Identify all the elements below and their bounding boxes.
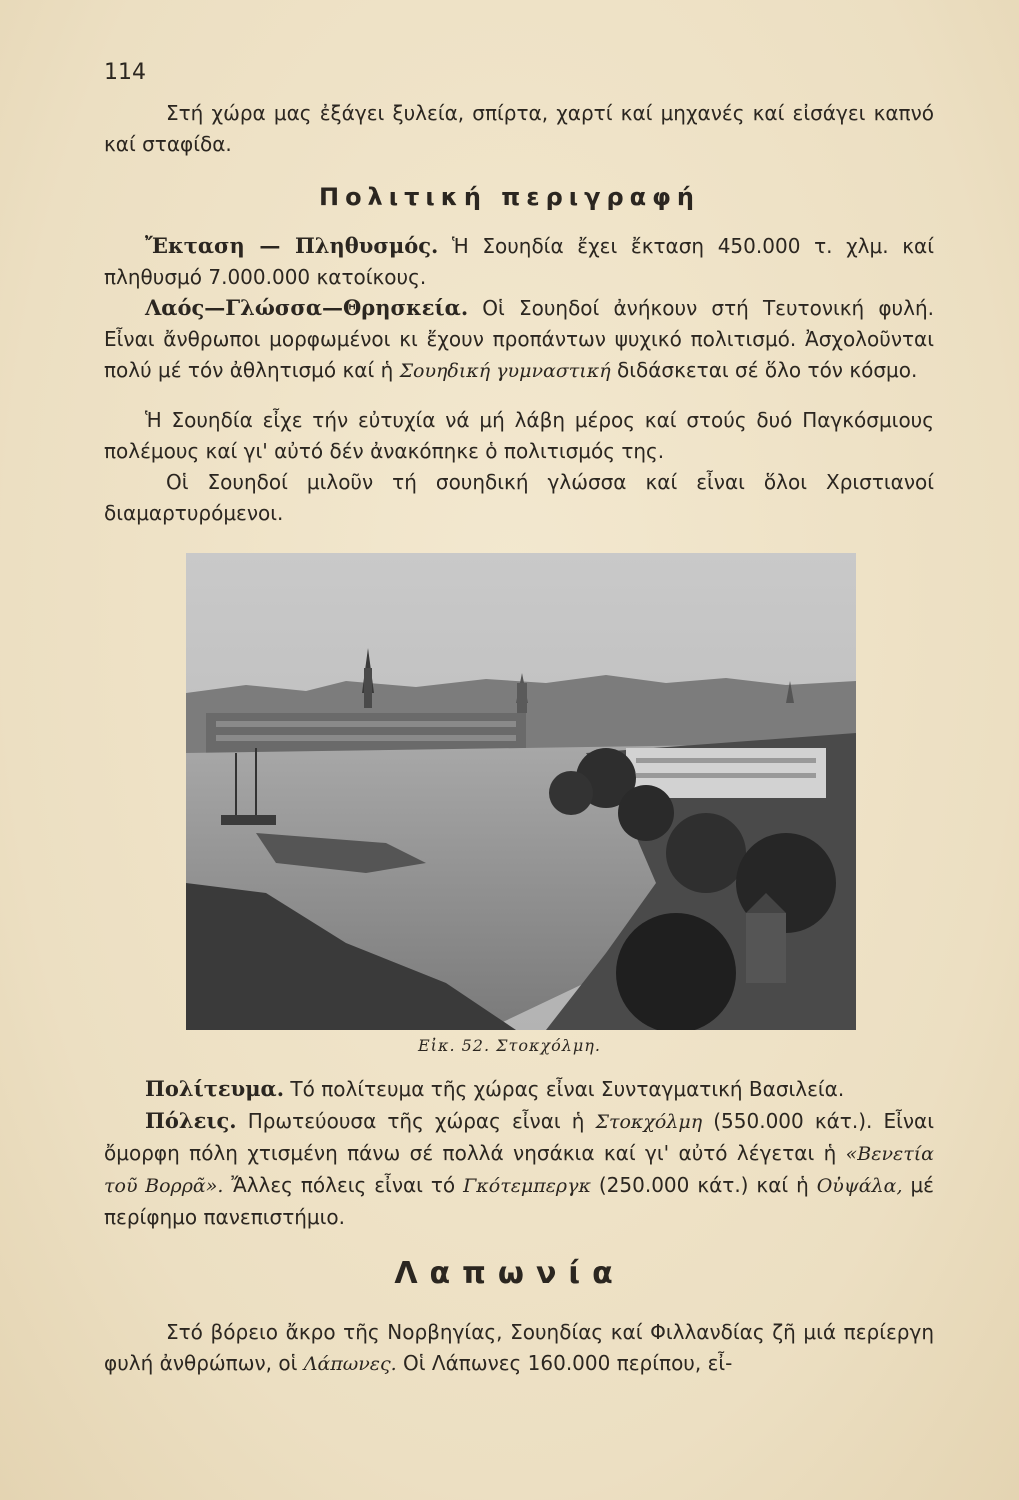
stockholm-photo [186,553,856,1030]
page-number: 114 [104,60,146,85]
government-paragraph [104,1073,934,1105]
cities-italic-venice: «Βενετία τοῦ Βορρᾶ». [104,1143,934,1197]
cities-text-d: (250.000 κάτ.) καί ἡ [590,1173,817,1197]
area-population-text: Ἡ Σουηδία ἔχει ἔκταση 450.000 τ. χλμ. καί πληθυσμό 7.000.000 κατοίκους. [104,234,934,289]
government-lead: Πολίτευμα. [145,1076,285,1101]
cities-text-a: Πρωτεύουσα τῆς χώρας εἶναι ἡ [236,1109,596,1133]
cities-paragraph [104,1105,934,1233]
cities-lead: Πόλεις. [145,1108,237,1133]
lapland-text-b: Οἱ Λάπωνες 160.000 περίπου, εἶ- [396,1351,733,1375]
cities-text-e: μέ περίφημο πανεπιστήμιο. [104,1173,934,1229]
figure-caption: Εἰκ. 52. Στοκχόλμη. [418,1036,601,1055]
cities-italic-uppsala: Οὐψάλα, [816,1175,903,1197]
cities-italic-gothenburg: Γκότεμπεργκ [463,1175,591,1197]
people-language-italic: Σουηδική γυμναστική [399,360,611,382]
cities-text-c: Ἄλλες πόλεις εἶναι τό [223,1173,464,1197]
area-population-lead: Ἔκταση — Πληθυσμός. [145,233,439,258]
lapland-paragraph [104,1317,934,1380]
section-heading-lapland: Λαπωνία [394,1256,625,1291]
people-language-paragraph [104,292,934,387]
area-population-paragraph [104,230,934,293]
cities-italic-stockholm: Στοκχόλμη [595,1111,703,1133]
lapland-italic: Λάπωνες. [303,1353,397,1375]
exports-paragraph: Στή χώρα μας ἐξάγει ξυλεία, σπίρτα, χαρτί καί μηχανές καί εἰσάγει καπνό καί σταφίδα. [104,101,934,156]
wars-paragraph: Ἡ Σουηδία εἶχε τήν εὐτυχία νά μή λάβη μέρος καί στούς δυό Παγκόσμιους πολέμους καί γι' αὐτό δέν ἀνακόπηκε ὁ πολιτισμός της. [104,408,934,463]
cities-text-b: (550.000 κάτ.). Εἶναι ὄμορφη πόλη χτισμένη πάνω σέ πολλά νησάκια καί γι' αὐτό λέγεται ἡ [104,1109,935,1165]
people-language-lead: Λαός—Γλώσσα—Θρησκεία. [145,295,469,320]
lapland-text-a: Στό βόρειο ἄκρο τῆς Νορβηγίας, Σουηδίας καί Φιλλανδίας ζῆ μιά περίεργη φυλή ἀνθρώπων, οἱ [104,1320,934,1375]
section-heading-political: Πολιτική περιγραφή [318,183,701,211]
people-language-text-b: διδάσκεται σέ ὅλο τόν κόσμο. [610,358,918,382]
government-text: Τό πολίτευμα τῆς χώρας εἶναι Συνταγματική Βασιλεία. [284,1077,845,1101]
people-language-text-a: Οἱ Σουηδοί ἀνήκουν στή Τευτονική φυλή. Εἶναι ἄνθρωποι μορφωμένοι κι ἔχουν προπάντων ψυχικό πολιτισμό. Ἀσχολοῦνται πολύ μέ τόν ἀθλητισμό καί ἡ [104,296,934,382]
religion-paragraph: Οἱ Σουηδοί μιλοῦν τή σουηδική γλώσσα καί εἶναι ὅλοι Χριστιανοί διαμαρτυρόμενοι. [104,470,934,525]
